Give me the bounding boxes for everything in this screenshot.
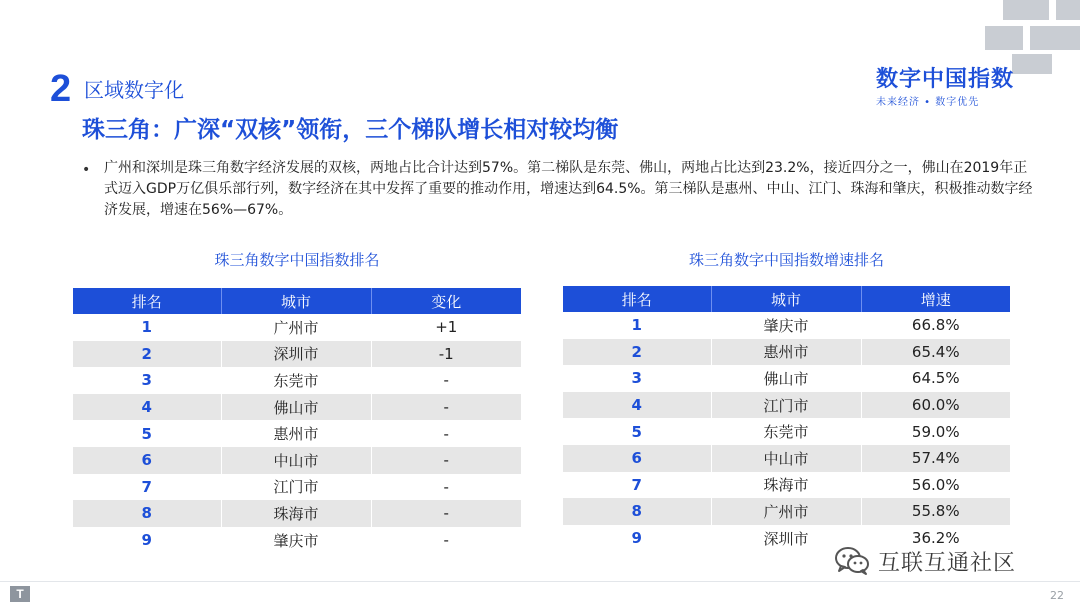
footer-logo: T — [10, 586, 30, 602]
change-cell: - — [371, 500, 521, 527]
growth-cell: 66.8% — [861, 312, 1010, 339]
city-cell: 惠州市 — [221, 420, 371, 447]
change-cell: - — [371, 447, 521, 474]
table-row — [563, 498, 1010, 525]
city-cell: 肇庆市 — [711, 312, 861, 339]
city-cell: 江门市 — [711, 392, 861, 419]
city-cell: 广州市 — [711, 498, 861, 525]
table-row — [73, 394, 521, 421]
brand-logo — [876, 66, 1016, 110]
brand-subtitle: 未来经济 • 数字优先 — [876, 97, 980, 108]
growth-cell: 65.4% — [861, 339, 1010, 366]
change-cell: - — [371, 367, 521, 394]
table-row — [73, 341, 521, 368]
growth-cell: 55.8% — [861, 498, 1010, 525]
rank-cell: 3 — [73, 367, 221, 394]
rank-cell: 4 — [73, 394, 221, 421]
growth-cell: 56.0% — [861, 472, 1010, 499]
footer-divider — [0, 581, 1080, 582]
table-row — [73, 367, 521, 394]
rank-cell: 9 — [73, 527, 221, 554]
brand-title: 数字中国指数 — [876, 67, 1015, 92]
rank-cell: 1 — [73, 314, 221, 341]
rank-cell: 5 — [73, 420, 221, 447]
table-row — [563, 365, 1010, 392]
rank-cell: 7 — [563, 472, 711, 499]
table-row — [73, 447, 521, 474]
growth-cell: 64.5% — [861, 365, 1010, 392]
column-header-city: 城市 — [711, 286, 861, 312]
column-header-change: 变化 — [371, 288, 521, 314]
rank-cell: 1 — [563, 312, 711, 339]
table-row — [73, 420, 521, 447]
rank-cell: 2 — [73, 341, 221, 368]
table-row — [73, 527, 521, 554]
ranking-table — [73, 288, 521, 553]
city-cell: 珠海市 — [221, 500, 371, 527]
table-row — [563, 339, 1010, 366]
growth-table — [563, 286, 1010, 551]
city-cell: 深圳市 — [221, 341, 371, 368]
change-cell: - — [371, 394, 521, 421]
watermark-text: 互联互通社区 — [878, 550, 1017, 576]
city-cell: 东莞市 — [221, 367, 371, 394]
section-title: 区域数字化 — [84, 78, 184, 102]
city-cell: 中山市 — [711, 445, 861, 472]
table-header-row — [73, 288, 521, 314]
watermark — [834, 543, 1016, 579]
table-row — [73, 500, 521, 527]
rank-cell: 9 — [563, 525, 711, 552]
table-row — [563, 418, 1010, 445]
column-header-city: 城市 — [221, 288, 371, 314]
city-cell: 东莞市 — [711, 418, 861, 445]
table-row — [563, 392, 1010, 419]
decorative-block — [1012, 54, 1052, 74]
city-cell: 肇庆市 — [221, 527, 371, 554]
wechat-icon — [834, 546, 870, 576]
rank-cell: 7 — [73, 474, 221, 501]
city-cell: 珠海市 — [711, 472, 861, 499]
table-row — [73, 314, 521, 341]
decorative-block — [1056, 0, 1080, 20]
city-cell: 佛山市 — [221, 394, 371, 421]
table-row — [73, 474, 521, 501]
growth-cell: 59.0% — [861, 418, 1010, 445]
growth-cell: 36.2% — [861, 525, 1010, 552]
growth-cell: 60.0% — [861, 392, 1010, 419]
page-number: 22 — [1050, 589, 1064, 602]
change-cell: +1 — [371, 314, 521, 341]
rank-cell: 8 — [563, 498, 711, 525]
table-row — [563, 312, 1010, 339]
growth-cell: 57.4% — [861, 445, 1010, 472]
decorative-block — [985, 26, 1023, 50]
growth-table-title: 珠三角数字中国指数增速排名 — [688, 251, 884, 269]
slide-headline: 珠三角：广深“双核”领衔，三个梯队增长相对较均衡 — [82, 117, 619, 143]
table-row — [563, 445, 1010, 472]
rank-cell: 6 — [73, 447, 221, 474]
bullet-text: 广州和深圳是珠三角数字经济发展的双核，两地占比合计达到57%。第二梯队是东莞、佛山，两地占比达到23.2%，接近四分之一，佛山在2019年正式迈入GDP万亿俱乐部行列，数字经济在其中发挥了重要的推动作用，增速达到64.5%。第三梯队是惠州、中山、江门、珠海和肇庆，积极推动数字经济发展，增速在56%—67%。 — [104, 160, 1033, 218]
column-header-rank: 排名 — [563, 286, 711, 312]
change-cell: - — [371, 527, 521, 554]
change-cell: - — [371, 474, 521, 501]
decorative-block — [1003, 0, 1049, 20]
city-cell: 中山市 — [221, 447, 371, 474]
table-header-row — [563, 286, 1010, 312]
city-cell: 惠州市 — [711, 339, 861, 366]
city-cell: 佛山市 — [711, 365, 861, 392]
column-header-growth: 增速 — [861, 286, 1010, 312]
rank-cell: 2 — [563, 339, 711, 366]
decorative-block — [1030, 26, 1080, 50]
city-cell: 江门市 — [221, 474, 371, 501]
bullet-marker: • — [82, 162, 91, 178]
city-cell: 深圳市 — [711, 525, 861, 552]
change-cell: - — [371, 420, 521, 447]
change-cell: -1 — [371, 341, 521, 368]
table-row — [563, 472, 1010, 499]
city-cell: 广州市 — [221, 314, 371, 341]
rank-cell: 6 — [563, 445, 711, 472]
rank-cell: 8 — [73, 500, 221, 527]
section-number: 2 — [50, 68, 72, 110]
rank-cell: 3 — [563, 365, 711, 392]
ranking-table-title: 珠三角数字中国指数排名 — [214, 251, 380, 269]
column-header-rank: 排名 — [73, 288, 221, 314]
rank-cell: 4 — [563, 392, 711, 419]
rank-cell: 5 — [563, 418, 711, 445]
